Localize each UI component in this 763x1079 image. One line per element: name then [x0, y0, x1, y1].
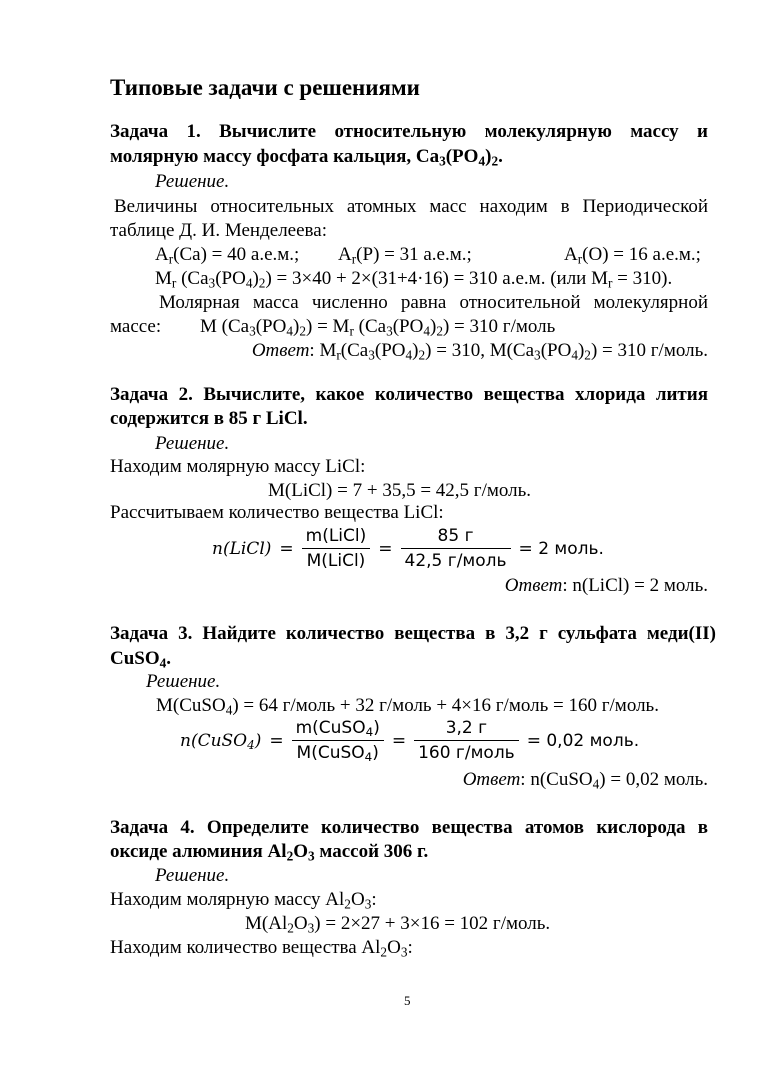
task1-heading-line2: молярную массу фосфата кальция, $Ca_3(PO_4)_2$. [110, 146, 503, 169]
task4-equation1: $M(Al_2O_3) = 2\times 27 + 3\times 16 = 102$ г/моль. [245, 913, 551, 936]
task3-formula-lhs: n(CuSO$_4$) [180, 730, 262, 752]
task2-fraction-numeric [401, 524, 511, 573]
task3-heading-line1: Задача 3. Найдите количество вещества в 3,2 г сульфата меди(II) [110, 623, 716, 644]
equals-sign: = [378, 538, 393, 559]
task1-ar-p: $A_r(P) = 31$ а.е.м.; [338, 244, 472, 267]
task3-formula [180, 716, 639, 765]
task2-heading-line2: содержится в 85 г LiCl. [110, 408, 308, 429]
answer-label: Ответ [462, 769, 521, 790]
task3-answer-text: : n(CuSO$_4$) = 0,02 моль. [520, 769, 708, 792]
task1-solution-label: Решение. [155, 171, 230, 192]
task4-step2: Находим количество вещества $Al_2O_3$: [110, 937, 413, 960]
task2-equation1: M(LiCl) = 7 + 35,5 = 42,5 г/моль. [268, 480, 532, 501]
task2-fraction-denominator: M(LiCl) [302, 548, 371, 573]
answer-label: Ответ [504, 575, 563, 596]
page-title: Типовые задачи с решениями [110, 75, 420, 100]
task2-fraction-denominator-value: 42,5 г/моль [401, 548, 511, 573]
task2-fraction-numerator-value: 85 г [437, 526, 474, 546]
task4-step1: Находим молярную массу $Al_2O_3$: [110, 889, 377, 912]
task1-answer [252, 339, 708, 363]
task2-formula-result: = 2 моль. [518, 538, 604, 559]
task3-formula-result: = 0,02 моль. [526, 730, 640, 751]
task1-molar-equation: М $(Ca_3(PO_4)_2) = M_r$ $(Ca_3(PO_4)_2) = 310$ г/моль [200, 316, 556, 339]
task3-fraction-numerator: m(CuSO$_4$) [295, 718, 380, 739]
task4-heading-line1: Задача 4. Определите количество вещества атомов кислорода в [110, 817, 708, 838]
task3-equation1: M(CuSO$_4$) = 64 г/моль + 32 г/моль + 4×16 г/моль = 160 г/моль. [156, 695, 659, 718]
task1-mr-equation: $M_r$ $(Ca_3(PO_4)_2) = 3\times 40 + 2\times(31+4\cdot 16) = 310$ а.е.м. (или $M_r = 310$). [155, 268, 673, 291]
task3-fraction-numeric [414, 716, 519, 765]
task1-heading-line1: Задача 1. Вычислите относительную молекулярную массу и [110, 121, 708, 142]
equals-sign: = [279, 538, 294, 559]
task2-answer [505, 574, 708, 598]
task3-fraction-denominator: M(CuSO$_4$) [292, 740, 384, 765]
task3-answer [463, 768, 708, 792]
task3-fraction-symbolic [292, 716, 384, 765]
equals-sign: = [391, 730, 407, 751]
page-number: 5 [404, 993, 411, 1008]
task2-fraction-numerator: m(LiCl) [305, 526, 367, 546]
task2-step2: Рассчитываем количество вещества LiCl: [110, 502, 444, 523]
task1-ar-o: $A_r(O) = 16$ а.е.м.; [564, 244, 701, 267]
task2-step1: Находим молярную массу LiCl: [110, 456, 366, 477]
task1-text-line2: таблице Д. И. Менделеева: [110, 220, 327, 241]
task2-formula [212, 524, 604, 573]
task1-ar-ca: $A_r(Ca) = 40$ а.е.м.; [155, 244, 300, 267]
task1-text-line1: Величины относительных атомных масс находим в Периодической [114, 196, 708, 217]
task1-molar-text-line1: Молярная масса численно равна относительной молекулярной [159, 292, 708, 313]
task2-fraction-symbolic [302, 524, 371, 573]
task3-solution-label: Решение. [146, 671, 221, 692]
answer-label: Ответ [251, 340, 310, 361]
task4-heading-line2: оксиде алюминия $Al_2O_3$ массой 306 г. [110, 841, 429, 864]
task2-answer-text: : n(LiCl) = 2 моль. [562, 575, 708, 596]
task1-answer-text: : $M_r(Ca_3(PO_4)_2) = 310$, $M(Ca_3(PO_4)_2) = 310$ г/моль. [309, 340, 708, 363]
task3-fraction-numerator-value: 3,2 г [445, 718, 488, 738]
task2-formula-lhs: n(LiCl) [212, 538, 272, 559]
task4-solution-label: Решение. [155, 865, 230, 886]
task3-fraction-denominator-value: 160 г/моль [414, 740, 519, 765]
task2-heading-line1: Задача 2. Вычислите, какое количество вещества хлорида лития [110, 384, 708, 405]
task1-molar-label: массе: [110, 316, 162, 337]
task3-heading-line2: CuSO$_4$. [110, 648, 172, 671]
task2-solution-label: Решение. [155, 433, 230, 454]
equals-sign: = [269, 730, 284, 751]
